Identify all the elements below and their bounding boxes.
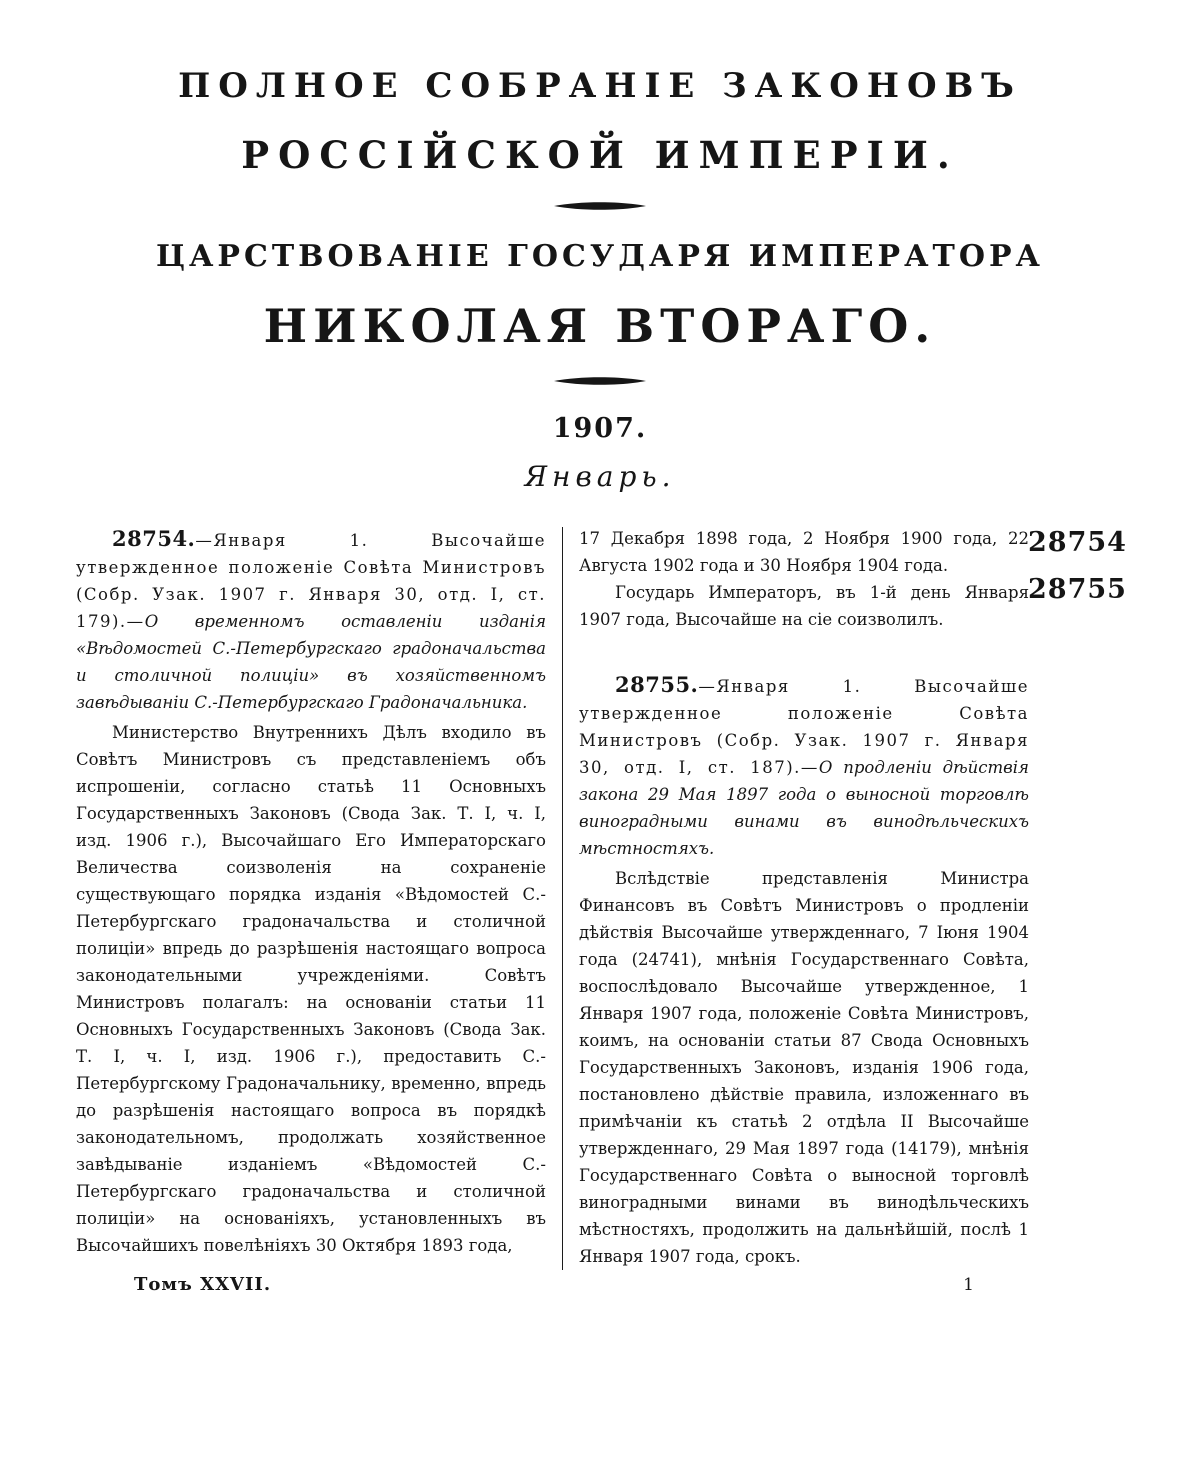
entry-28755-title: О продленіи дѣйствія закона 29 Мая 1897 года о выносной торговлѣ виноградными винами въ винодѣльческихъ мѣстностяхъ.: [579, 758, 1029, 859]
entry-28754-heading: [76, 525, 546, 716]
entry-28754-intro: —Января 1. Высочайше утвержденное положеніе Совѣта Министровъ (Собр. Узак. 1907 г. Января 30, отд. I, ст. 179).—: [76, 531, 546, 632]
entry-28755-body: Вслѣдствіе представленія Министра Финансовъ въ Совѣтъ Министровъ о продленіи дѣйствія Высочайше утвержденнаго, 7 Іюня 1904 года (24741), мнѣнія Государственнаго Совѣта, воспослѣдовало Высочайше утвержденное, 1 Января 1907 года, положеніе Совѣта Министровъ, коимъ, на основаніи статьи 87 Свода Основныхъ Государственныхъ Законовъ, изданія 1906 года, постановлено дѣйствіе правила, изложеннаго въ примѣчаніи къ статьѣ 2 отдѣла II Высочайше утвержденнаго, 29 Мая 1897 года (14179), мнѣнія Государственнаго Совѣта о выносной торговлѣ виноградными винами въ винодѣльческихъ мѣстностяхъ, продолжить на дальнѣйшій, послѣ 1 Января 1907 года, срокъ.: [579, 869, 1029, 1267]
entry-28755-intro: —Января 1. Высочайше утвержденное положеніе Совѣта Министровъ (Собр. Узак. 1907 г. Января 30, отд. I, ст. 187).—: [579, 677, 1029, 778]
month-heading: Январь.: [524, 460, 676, 494]
entry-28755-number: 28755.: [615, 672, 699, 698]
left-column: [76, 525, 546, 1270]
margin-number-28754: 28754: [1028, 527, 1127, 559]
entry-28754-number: 28754.: [112, 526, 196, 552]
year-heading: 1907.: [552, 413, 648, 445]
margin-number-28755: 28755: [1028, 574, 1127, 606]
emperor-heading: НИКОЛАЯ ВТОРАГО.: [263, 298, 937, 353]
ornament-divider-bottom: [0, 373, 1200, 389]
collection-title: ПОЛНОЕ СОБРАНІЕ ЗАКОНОВЪ: [178, 66, 1022, 106]
entry-28754-body: Министерство Внутреннихъ Дѣлъ входило въ Совѣтъ Министровъ съ представленіемъ объ испрошеніи, согласно статьѣ 11 Основныхъ Государственныхъ Законовъ (Свода Зак. Т. I, ч. I, изд. 1906 г.), Высочайшаго Его Императорскаго Величества соизволенія на сохраненіе существующаго порядка изданія «Вѣдомостей С.-Петербургскаго градоначальства и столичной полиціи» впредь до разрѣшенія настоящаго вопроса законодательными учрежденіями. Совѣтъ Министровъ полагалъ: на основаніи статьи 11 Основныхъ Государственныхъ Законовъ (Свода Зак. Т. I, ч. I, изд. 1906 г.), предоставить С.-Петербургскому Градоначальнику, временно, впредь до разрѣшенія настоящаго вопроса въ порядкѣ законодательномъ, продолжать хозяйственное завѣдываніе изданіемъ «Вѣдомостей С.-Петербургскаго градоначальства и столичной полиціи» на основаніяхъ, установленныхъ въ Высочайшихъ повелѣніяхъ 30 Октября 1893 года,: [76, 723, 546, 1256]
right-column: [579, 525, 1029, 1270]
text-columns: [76, 525, 1127, 1270]
masthead: [0, 0, 1200, 493]
entry-28754-title: О временномъ оставленіи изданія «Вѣдомостей С.-Петербургскаго градоначальства и столичной полиціи» въ хозяйственномъ завѣдываніи С.-Петербургскаго Градоначальника.: [76, 612, 546, 713]
continuation-paragraph: 17 Декабря 1898 года, 2 Ноября 1900 года, 22 Августа 1902 года и 30 Ноября 1904 года.: [579, 529, 1029, 576]
column-rule: [562, 527, 563, 1270]
page-footer: [76, 1274, 1124, 1295]
empire-title: РОССІЙСКОЙ ИМПЕРІИ.: [241, 133, 959, 178]
margin-entry-numbers: [1028, 519, 1127, 613]
resolution-paragraph: Государь Императоръ, въ 1-й день Января 1907 года, Высочайше на сіе соизволилъ.: [579, 583, 1029, 630]
page-number: 1: [963, 1275, 974, 1296]
reign-heading: ЦАРСТВОВАНІЕ ГОСУДАРЯ ИМПЕРАТОРА: [156, 239, 1044, 275]
entry-28755-heading: [579, 671, 1029, 862]
volume-label: Томъ XXVII.: [134, 1274, 272, 1296]
ornament-divider-top: [0, 198, 1200, 214]
